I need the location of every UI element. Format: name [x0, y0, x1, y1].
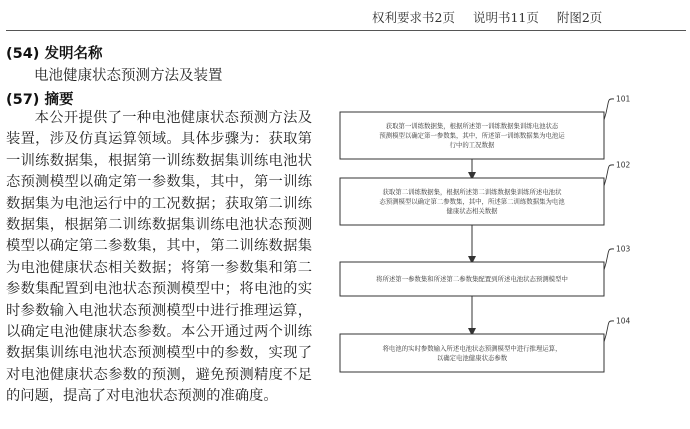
flow-step-text-104-2: 以确定电池健康状态参数	[436, 353, 508, 362]
invention-title-label: (54) 发明名称	[6, 46, 103, 62]
flow-leader-line-101	[604, 99, 614, 120]
abstract-text: 本公开提供了一种电池健康状态预测方法及装置，涉及仿真运算领域。具体步骤为：获取第一训练数据集，根据第一训练数据集训练电池状态预测模型以确定第一参数集，其中，第一训练数据集为电池运行中的工况数据；获取第二训练数据集，根据第二训练数据集训练电池状态预测模型以确定第二参数集，其中，第二训练数据集为电池健康状态相关数据；将第一参数集和第二参数集配置到电池状态预测模型中；将电池的实时参数输入电池状态预测模型中进行推理运算，以确定电池健康状态参数。本公开通过两个训练数据集训练电池状态预测模型中的参数，实现了对电池健康状态参数的预测，避免预测精度不足的问题，提高了对电池状态预测的准确度。	[6, 110, 312, 405]
flow-leader-line-104	[604, 321, 614, 342]
flow-step-text-101-3: 行中的工况数据	[449, 141, 495, 150]
flow-step-text-102-1: 获取第二训练数据集，根据所述第二训练数据集训练所述电池状	[382, 188, 562, 197]
description-page-count: 说明书11页	[472, 10, 539, 25]
flow-leader-line-103	[604, 249, 614, 270]
flow-step-text-101-1: 获取第一训练数据集，根据所述第一训练数据集训练电池状态	[385, 122, 559, 131]
flow-step-ref-104: 104	[616, 316, 631, 326]
drawing-page-count: 附图2页	[556, 10, 603, 25]
flow-step-text-102-2: 态预测模型以确定第二参数集，其中，所述第二训练数据集为电池	[379, 197, 565, 206]
invention-title: 电池健康状态预测方法及装置	[34, 68, 223, 84]
flow-step-text-101-2: 预测模型以确定第一参数集，其中，所述第一训练数据集为电池运	[379, 131, 565, 140]
flow-step-ref-103: 103	[616, 244, 631, 254]
abstract-label: (57) 摘要	[6, 92, 74, 108]
claims-page-count: 权利要求书2页	[372, 10, 455, 25]
flow-step-ref-102: 102	[616, 160, 631, 170]
flow-step-text-102-3: 健康状态相关数据	[446, 207, 498, 216]
flow-step-ref-101: 101	[616, 94, 631, 104]
flow-leader-line-102	[604, 165, 614, 186]
flow-step-text-103-1: 将所述第一参数集和所述第二参数集配置到所述电池状态预测模型中	[376, 275, 568, 284]
flow-step-text-104-1: 将电池的实时参数输入所述电池状态预测模型中进行推理运算，	[382, 344, 562, 353]
